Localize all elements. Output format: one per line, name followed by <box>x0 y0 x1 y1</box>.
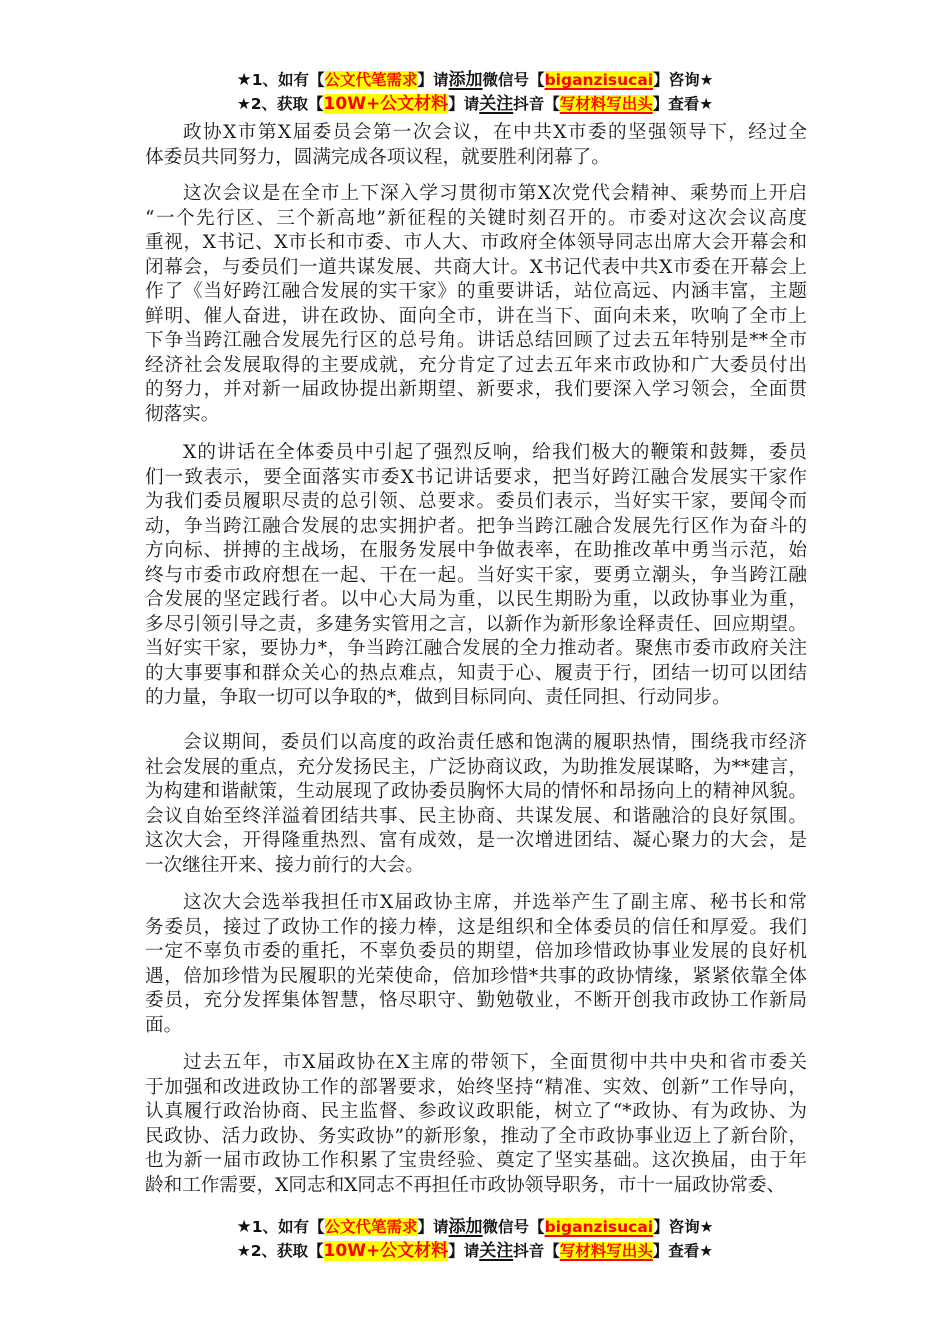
text-line: 多尽引领引导之责，多建务实管用之言，以新作为新形象诠释责任、回应期望。 <box>145 613 807 635</box>
text-line: 为我们委员履职尽责的总引领、总要求。委员们表示，当好实干家，要闻令而 <box>145 491 807 512</box>
promo-text: 】咨询★ <box>653 1218 714 1236</box>
promo-text: 】请 <box>417 1218 449 1236</box>
underlined-add: 添加 <box>448 1217 483 1237</box>
text-line: 面。 <box>145 1014 183 1036</box>
text-line: 过去五年，市X届政协在X主席的带领下，全面贯彻中共中央和省市委关 <box>183 1052 807 1073</box>
promo-text: 】请 <box>417 71 449 89</box>
promo-line-2 <box>0 92 950 116</box>
promo-text: 1、如有【 <box>251 1218 325 1236</box>
wechat-id[interactable]: biganzisucai <box>544 1218 654 1236</box>
promo-text: ★2、获取【 <box>236 95 324 113</box>
promo-text: 】请 <box>448 1242 480 1260</box>
promo-text: 】查看★ <box>652 1242 714 1260</box>
text-line: 一次继往开来、接力前行的大会。 <box>145 854 424 876</box>
promo-line-1 <box>0 1215 950 1239</box>
text-line: 经济社会发展取得的主要成就，充分肯定了过去五年来市政协和广大委员付出 <box>145 354 807 376</box>
text-line: 的大事要事和群众关心的热点难点，知责于心、履责于行，团结一切可以团结 <box>145 662 807 684</box>
text-line: 社会发展的重点，充分发扬民主，广泛协商议政，为助推发展谋略，为**建言， <box>145 756 807 778</box>
text-line: 动，争当跨江融合发展的忠实拥护者。把争当跨江融合发展先行区作为奋斗的 <box>145 515 807 537</box>
underlined-follow: 关注 <box>479 94 514 114</box>
star-icon: ★ <box>236 1217 252 1237</box>
text-line: 们一致表示，要全面落实市委X书记讲话要求，把当好跨江融合发展实干家作 <box>145 466 807 488</box>
text-line: 认真履行政治协商、民主监督、参政议政职能，树立了“*政协、有为政协、为 <box>145 1101 807 1122</box>
text-line: 鲜明、催人奋进，讲在政协、面向全市，讲在当下、面向未来，吹响了全市上 <box>145 305 807 327</box>
text-line: 为构建和谐献策，生动展现了政协委员胸怀大局的情怀和昂扬向上的精神风貌。 <box>145 781 807 802</box>
underlined-add: 添加 <box>448 70 483 90</box>
text-line: 这次会议是在全市上下深入学习贯彻市第X次党代会精神、乘势而上开启 <box>183 183 807 204</box>
promo-line-1 <box>0 68 950 92</box>
text-line: 的努力，并对新一届政协提出新期望、新要求，我们要深入学习领会，全面贯 <box>145 379 807 400</box>
highlight-service: 公文代笔需求 <box>324 1218 418 1236</box>
promo-text: 】咨询★ <box>653 71 714 89</box>
text-line: 闭幕会，与委员们一道共谋发展、共商大计。X书记代表中共X市委在开幕会上 <box>145 256 807 278</box>
text-line: 务委员，接过了政协工作的接力棒，这是组织和全体委员的信任和厚爱。我们 <box>145 916 807 938</box>
text-line: 会议期间，委员们以高度的政治责任感和饱满的履职热情，围绕我市经济 <box>183 732 807 753</box>
text-line: 的力量，争取一切可以争取的*，做到目标同向、责任同担、行动同步。 <box>145 687 731 708</box>
promo-text: 】请 <box>448 95 480 113</box>
promo-text: 】查看★ <box>652 95 714 113</box>
text-line: 体委员共同努力，圆满完成各项议程，就要胜利闭幕了。 <box>145 146 610 168</box>
text-line: 方向标、拼搏的主战场，在服务发展中争做表率，在助推改革中勇当示范，始 <box>145 540 807 561</box>
text-line: 彻落实。 <box>145 403 220 425</box>
text-line: “一个先行区、三个新高地”新征程的关键时刻召开的。市委对这次会议高度 <box>145 207 807 229</box>
text-line: 委员，充分发挥集体智慧，恪尽职守、勤勉敬业，不断开创我市政协工作新局 <box>145 990 807 1011</box>
highlight-service: 公文代笔需求 <box>324 71 418 89</box>
text-line: 龄和工作需要，X同志和X同志不再担任市政协领导职务，市十一届政协常委、 <box>145 1174 786 1196</box>
text-line: 作了《当好跨江融合发展的实干家》的重要讲话，站位高远、内涵丰富，主题 <box>145 281 807 302</box>
underlined-follow: 关注 <box>479 1241 514 1261</box>
text-line: X的讲话在全体委员中引起了强烈反响，给我们极大的鞭策和鼓舞，委员 <box>183 442 807 463</box>
wechat-id[interactable]: biganzisucai <box>544 71 654 89</box>
promo-line-2 <box>0 1239 950 1263</box>
highlight-materials: 10W+公文材料 <box>323 1241 449 1261</box>
text-line: 一定不辜负市委的重托，不辜负委员的期望，倍加珍惜政协事业发展的良好机 <box>145 941 807 962</box>
douyin-account[interactable]: 写材料写出头 <box>559 95 653 113</box>
promo-text: 抖音【 <box>513 95 560 113</box>
text-line: 重视，X书记、X市长和市委、市人大、市政府全体领导同志出席大会开幕会和 <box>145 232 807 253</box>
text-line: 遇，倍加珍惜为民履职的光荣使命，倍加珍惜*共事的政协情缘，紧紧依靠全体 <box>145 965 807 987</box>
text-line: 终与市委市政府想在一起、干在一起。当好实干家，要勇立潮头，争当跨江融 <box>145 564 807 586</box>
promo-banner-bottom <box>0 1215 950 1263</box>
promo-banner-top <box>0 68 950 116</box>
promo-text: ★2、获取【 <box>236 1242 324 1260</box>
text-line: 会议自始至终洋溢着团结共事、民主协商、共谋发展、和谐融洽的良好氛围。 <box>145 805 807 827</box>
promo-text: 1、如有【 <box>251 71 325 89</box>
text-line: 当好实干家，要协力*，争当跨江融合发展的全力推动者。聚焦市委市政府关注 <box>145 638 807 659</box>
text-line: 合发展的坚定践行者。以中心大局为重，以民生期盼为重，以政协事业为重， <box>145 589 807 610</box>
star-icon: ★ <box>236 70 252 90</box>
highlight-materials: 10W+公文材料 <box>323 94 449 114</box>
text-line: 于加强和改进政协工作的部署要求，始终坚持“精准、实效、创新”工作导向， <box>145 1076 807 1098</box>
text-line: 民政协、活力政协、务实政协”的新形象，推动了全市政协事业迈上了新台阶， <box>145 1125 807 1147</box>
promo-text: 抖音【 <box>513 1242 560 1260</box>
text-line: 也为新一届市政协工作积累了宝贵经验、奠定了坚实基础。这次换届，由于年 <box>145 1150 807 1171</box>
text-line: 政协X市第X届委员会第一次会议，在中共X市委的坚强领导下，经过全 <box>183 122 807 143</box>
text-line: 这次大会，开得隆重热烈、富有成效，是一次增进团结、凝心聚力的大会，是 <box>145 830 807 851</box>
douyin-account[interactable]: 写材料写出头 <box>559 1242 653 1260</box>
text-line: 下争当跨江融合发展先行区的总号角。讲话总结回顾了过去五年特别是**全市 <box>145 330 807 351</box>
promo-text: 微信号【 <box>482 1218 545 1236</box>
text-line: 这次大会选举我担任市X届政协主席，并选举产生了副主席、秘书长和常 <box>183 892 807 913</box>
promo-text: 微信号【 <box>482 71 545 89</box>
